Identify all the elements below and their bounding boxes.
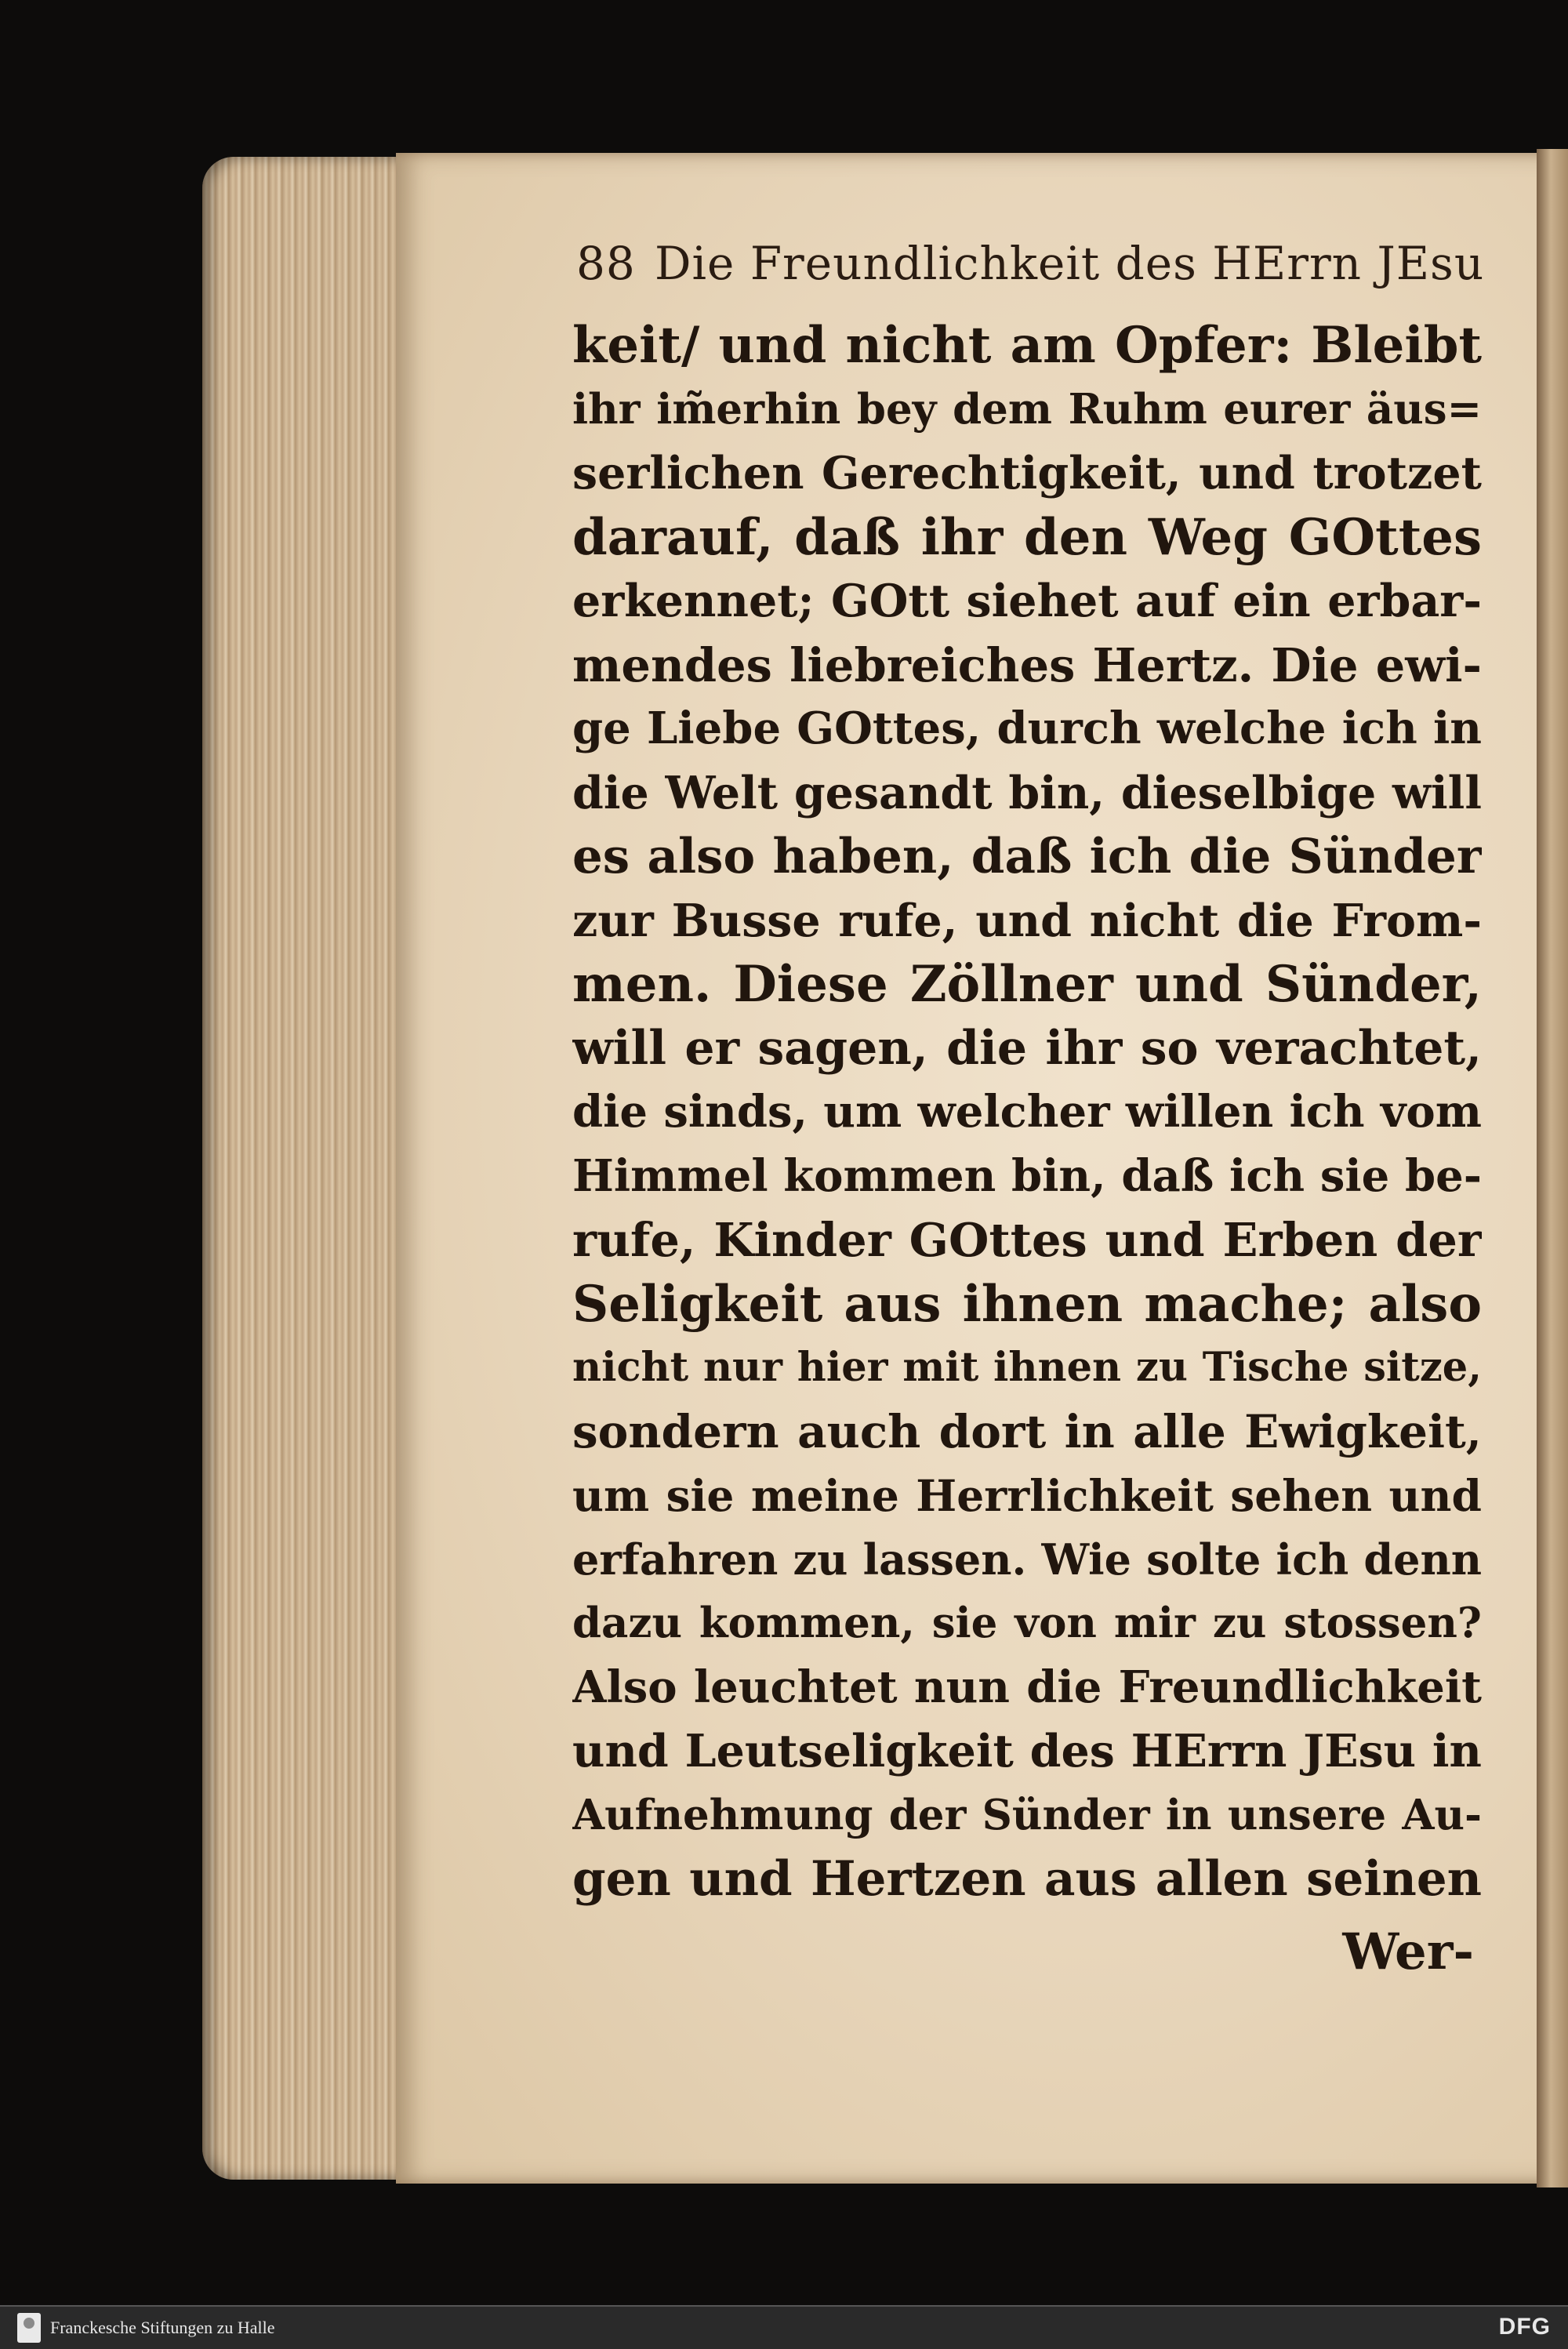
text-line: Aufnehmung der Sünder in unsere Au- bbox=[572, 1790, 1482, 1839]
text-line: will er sagen, die ihr so verachtet, bbox=[572, 1020, 1482, 1076]
text-line: darauf, daß ihr den Weg GOttes bbox=[572, 507, 1482, 567]
text-line: gen und Hertzen aus allen seinen bbox=[572, 1851, 1482, 1907]
text-line: Also leuchtet nun die Freundlichkeit bbox=[572, 1661, 1482, 1713]
body-text bbox=[572, 314, 1482, 1912]
text-line: serlichen Gerechtigkeit, und trotzet bbox=[572, 447, 1482, 499]
institution-name: Franckesche Stiftungen zu Halle bbox=[50, 2318, 275, 2337]
text-line: ihr im̃erhin bey dem Ruhm eurer äus= bbox=[572, 384, 1482, 434]
viewer-footer bbox=[0, 2305, 1568, 2349]
text-line: Himmel kommen bin, daß ich sie be- bbox=[572, 1149, 1482, 1202]
text-line: mendes liebreiches Hertz. Die ewi- bbox=[572, 637, 1482, 692]
text-line: sondern auch dort in alle Ewigkeit, bbox=[572, 1404, 1482, 1458]
text-line: die sinds, um welcher willen ich vom bbox=[572, 1086, 1482, 1138]
text-line: rufe, Kinder GOttes und Erben der bbox=[572, 1213, 1482, 1267]
text-line: ge Liebe GOttes, durch welche ich in bbox=[572, 703, 1482, 754]
catchword: Wer- bbox=[1342, 1922, 1474, 1981]
text-line: men. Diese Zöllner und Sünder, bbox=[572, 955, 1482, 1014]
text-line: nicht nur hier mit ihnen zu Tische sitze, bbox=[572, 1344, 1482, 1391]
dfg-logo: DFG bbox=[1498, 2314, 1551, 2340]
page-header bbox=[576, 237, 1485, 300]
text-line: Seligkeit aus ihnen mache; also bbox=[572, 1274, 1482, 1334]
text-line: die Welt gesandt bin, dieselbige will bbox=[572, 766, 1482, 819]
running-title: Die Freundlichkeit des HErrn JEsu bbox=[655, 237, 1485, 290]
page-edges bbox=[202, 157, 414, 2180]
text-line: es also haben, daß ich die Sünder bbox=[572, 829, 1482, 884]
text-line: keit/ und nicht am Opfer: Bleibt bbox=[572, 316, 1482, 375]
text-line: zur Busse rufe, und nicht die From- bbox=[572, 894, 1482, 947]
text-line: und Leutseligkeit des HErrn JEsu in bbox=[572, 1725, 1482, 1777]
text-line: erkennet; GOtt siehet auf ein erbar- bbox=[572, 575, 1482, 627]
book-gutter bbox=[1537, 149, 1568, 2187]
page-number: 88 bbox=[576, 237, 636, 290]
foundation-logo-icon bbox=[17, 2313, 41, 2343]
text-line: um sie meine Herrlichkeit sehen und bbox=[572, 1470, 1482, 1521]
text-line: dazu kommen, sie von mir zu stossen? bbox=[572, 1599, 1482, 1647]
text-line: erfahren zu lassen. Wie solte ich denn bbox=[572, 1534, 1482, 1585]
